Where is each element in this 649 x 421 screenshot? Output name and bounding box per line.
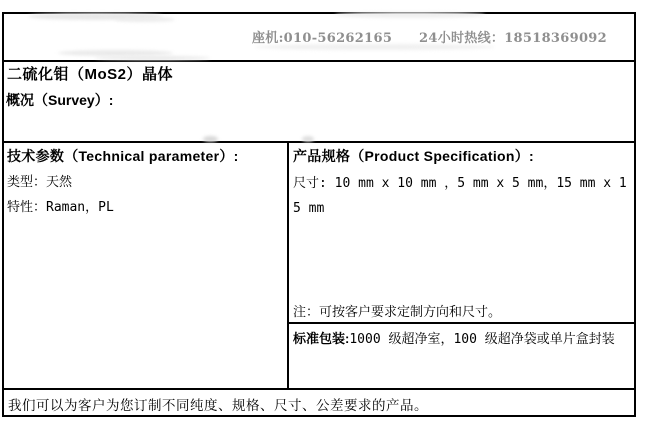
divider-below-header bbox=[2, 60, 636, 62]
watermark-smudge bbox=[203, 136, 218, 142]
product-specification-heading: 产品规格（Product Specification）: bbox=[293, 148, 534, 164]
survey-heading: 概况（Survey）: bbox=[6, 92, 114, 108]
hotline-number: 24小时热线：18518369092 bbox=[419, 31, 607, 46]
column-divider bbox=[287, 141, 289, 390]
divider-above-footer bbox=[2, 388, 636, 390]
technical-parameter-heading: 技术参数（Technical parameter）: bbox=[7, 148, 239, 164]
packaging-label: 标准包装: bbox=[293, 331, 350, 346]
landline-number: 座机:010-56262165 bbox=[251, 31, 393, 46]
feature-row: 特性：Raman，PL bbox=[7, 200, 114, 215]
divider-above-packaging bbox=[287, 322, 636, 324]
watermark-smudge bbox=[95, 56, 210, 60]
header-contact bbox=[252, 27, 607, 46]
divider-below-intro bbox=[2, 141, 636, 143]
customization-note: 注：可按客户要求定制方向和尺寸。 bbox=[293, 305, 502, 320]
watermark-smudge bbox=[302, 136, 314, 142]
product-title: 二硫化钼（MoS2）晶体 bbox=[7, 66, 174, 83]
type-row: 类型：天然 bbox=[7, 175, 73, 190]
watermark-smudge bbox=[115, 17, 175, 22]
size-row: 尺寸: 10 mm x 10 mm ，5 mm x 5 mm，15 mm x 15 mm bbox=[293, 176, 627, 216]
packaging-row bbox=[293, 328, 633, 347]
packaging-value: 1000 级超净室，100 级超净袋或单片盒封装 bbox=[349, 332, 615, 347]
footer-note: 我们可以为客户为您订制不同纯度、规格、尺寸、公差要求的产品。 bbox=[8, 398, 428, 413]
watermark-smudge bbox=[335, 12, 485, 18]
